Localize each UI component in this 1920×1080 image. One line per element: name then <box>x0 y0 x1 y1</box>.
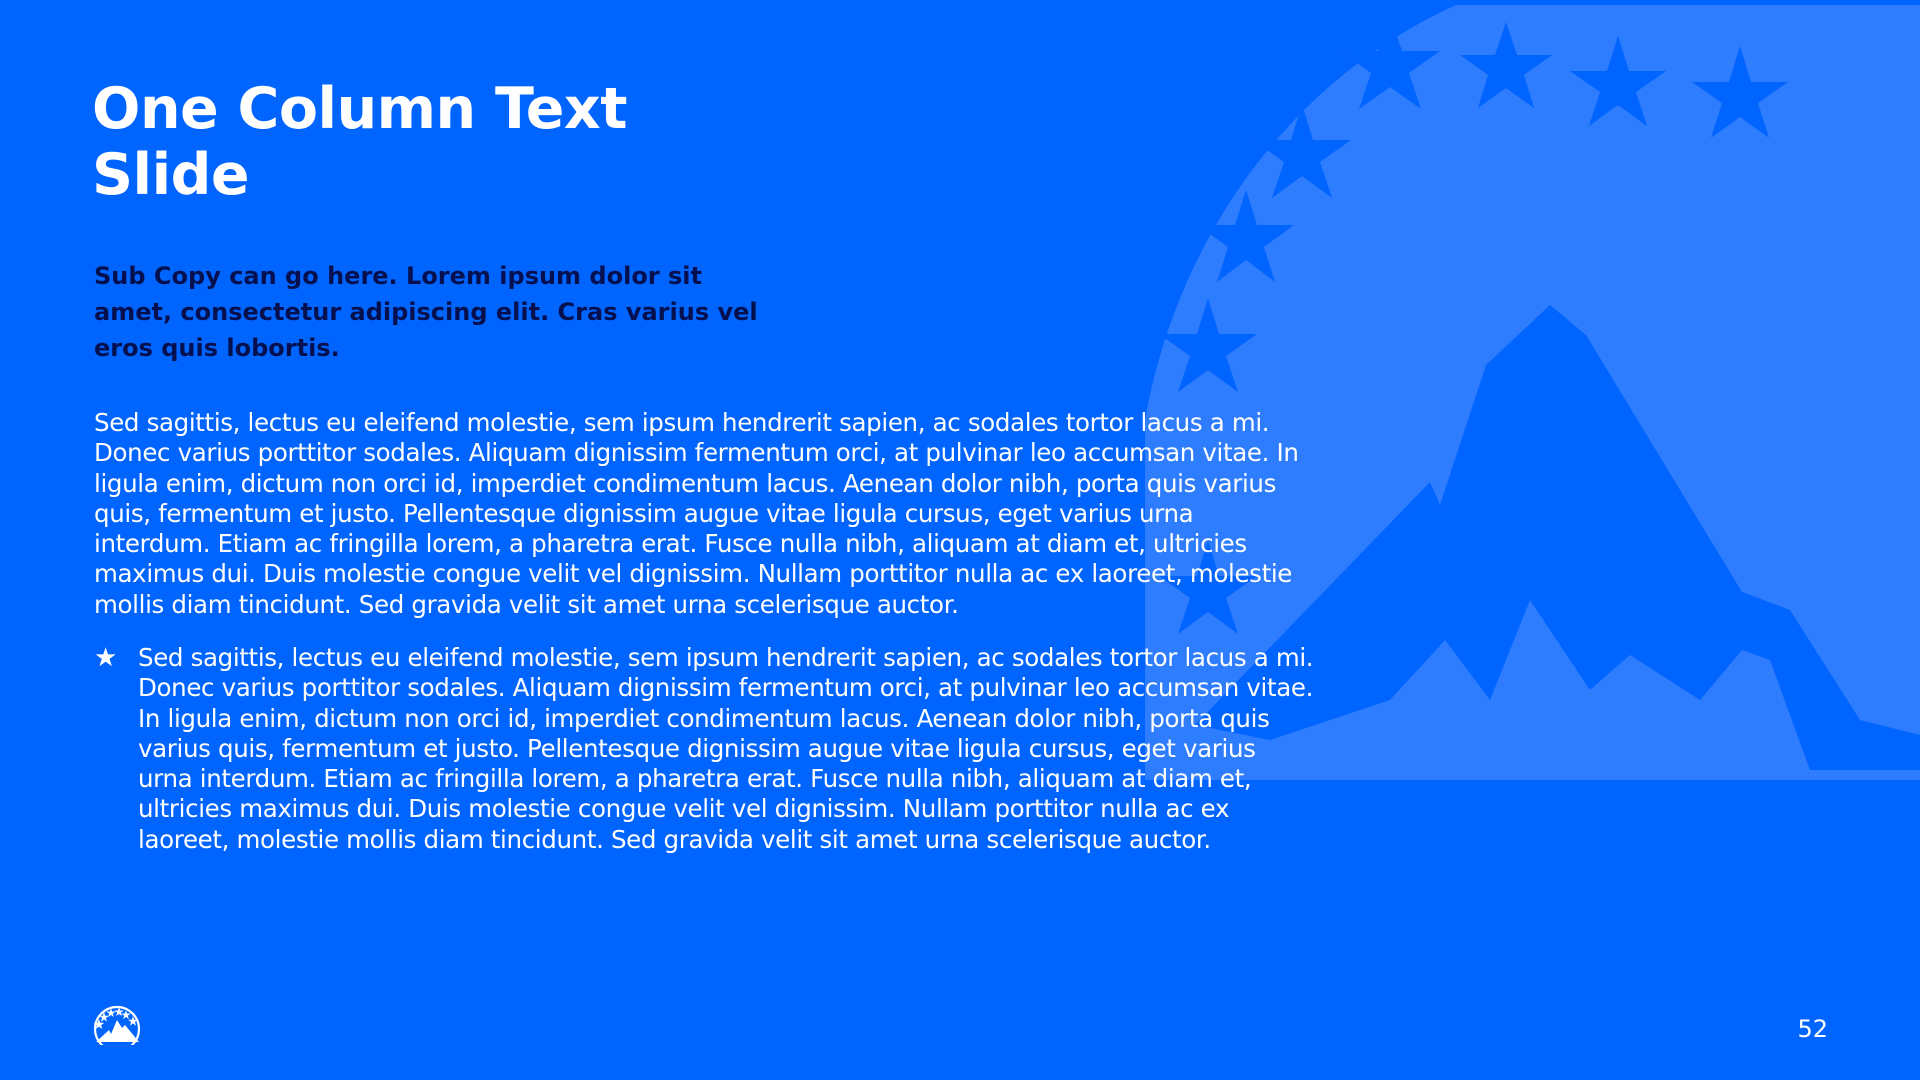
slide-subcopy: Sub Copy can go here. Lorem ipsum dolor sit amet, consectetur adipiscing elit. Cras varius vel eros quis lobortis. <box>94 262 758 362</box>
list-item <box>94 643 1314 855</box>
bullet-text: Sed sagittis, lectus eu eleifend molestie, sem ipsum hendrerit sapien, ac sodales tortor lacus a mi. Donec varius porttitor sodales. Aliquam dignissim fermentum orci, at pulvinar leo accumsan vitae. In ligula enim, dictum non orci id, imperdiet condimentum lacus. Aenean dolor nibh, porta quis varius quis, fermentum et justo. Pellentesque dignissim augue vitae ligula cursus, eget varius urna interdum. Etiam ac fringilla lorem, a pharetra erat. Fusce nulla nibh, aliquam at diam et, ultricies maximus dui. Duis molestie congue velit vel dignissim. Nullam porttitor nulla ac ex laoreet, molestie mollis diam tincidunt. Sed gravida velit sit amet urna scelerisque auctor. <box>138 643 1314 854</box>
body-paragraph: Sed sagittis, lectus eu eleifend molestie, sem ipsum hendrerit sapien, ac sodales tortor lacus a mi. Donec varius porttitor sodales. Aliquam dignissim fermentum orci, at pulvinar leo accumsan vitae. In ligula enim, dictum non orci id, imperdiet condimentum lacus. Aenean dolor nibh, porta quis varius quis, fermentum et justo. Pellentesque dignissim augue vitae ligula cursus, eget varius urna interdum. Etiam ac fringilla lorem, a pharetra erat. Fusce nulla nibh, aliquam at diam et, ultricies maximus dui. Duis molestie congue velit vel dignissim. Nullam porttitor nulla ac ex laoreet, molestie mollis diam tincidunt. Sed gravida velit sit amet urna scelerisque auctor. <box>94 408 1299 619</box>
mountain-logo-icon <box>91 1003 143 1045</box>
star-icon: ★ <box>94 643 117 673</box>
page-number: 52 <box>1797 1015 1828 1043</box>
bullet-list <box>94 643 1314 855</box>
slide-title: One Column Text Slide <box>92 76 627 208</box>
